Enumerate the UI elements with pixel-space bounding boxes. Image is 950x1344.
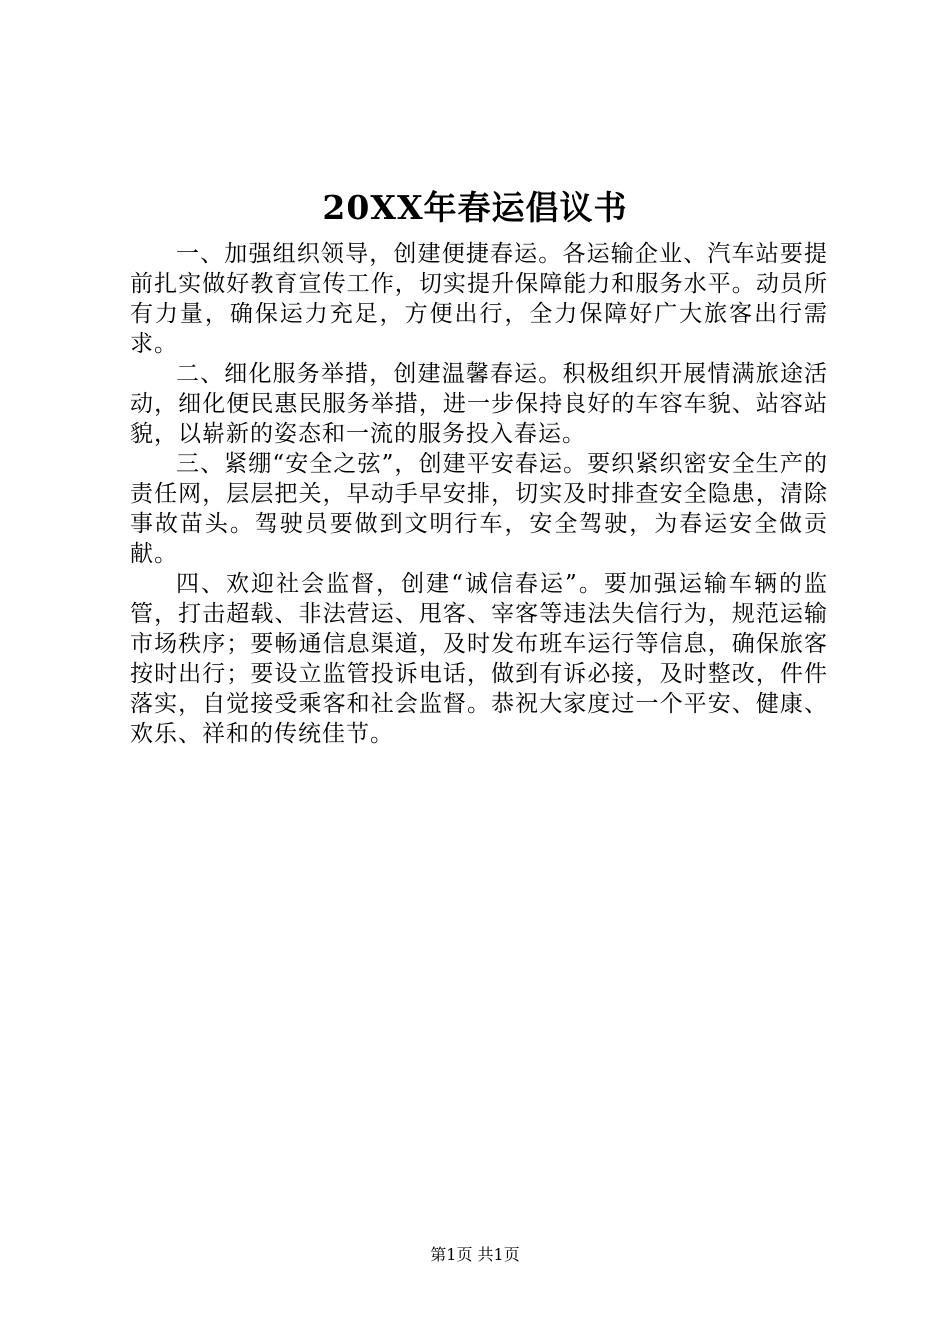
paragraph-3: 三、紧绷“安全之弦”，创建平安春运。要织紧织密安全生产的责任网，层层把关，早动手早安排，切实及时排查安全隐患，清除事故苗头。驾驶员要做到文明行车，安全驾驶，为春运安全做贡献。 — [130, 451, 828, 567]
paragraph-1: 一、加强组织领导，创建便捷春运。各运输企业、汽车站要提前扎实做好教育宣传工作，切实提升保障能力和服务水平。动员所有力量，确保运力充足，方便出行，全力保障好广大旅客出行需求。 — [130, 241, 828, 357]
page-footer: 第1页 共1页 — [430, 1245, 520, 1264]
paragraph-4: 四、欢迎社会监督，创建“诚信春运”。要加强运输车辆的监管，打击超载、非法营运、甩客、宰客等违法失信行为，规范运输市场秩序；要畅通信息渠道，及时发布班车运行等信息，确保旅客按时出行；要设立监管投诉电话，做到有诉必接，及时整改，件件落实，自觉接受乘客和社会监督。恭祝大家度过一个平安、健康、欢乐、祥和的传统佳节。 — [130, 571, 828, 747]
paragraph-2: 二、细化服务举措，创建温馨春运。积极组织开展情满旅途活动，细化便民惠民服务举措，进一步保持良好的车容车貌、站容站貌，以崭新的姿态和一流的服务投入春运。 — [130, 361, 828, 447]
document-body — [130, 239, 828, 749]
document-title: 20XX年春运倡议书 — [322, 188, 628, 227]
